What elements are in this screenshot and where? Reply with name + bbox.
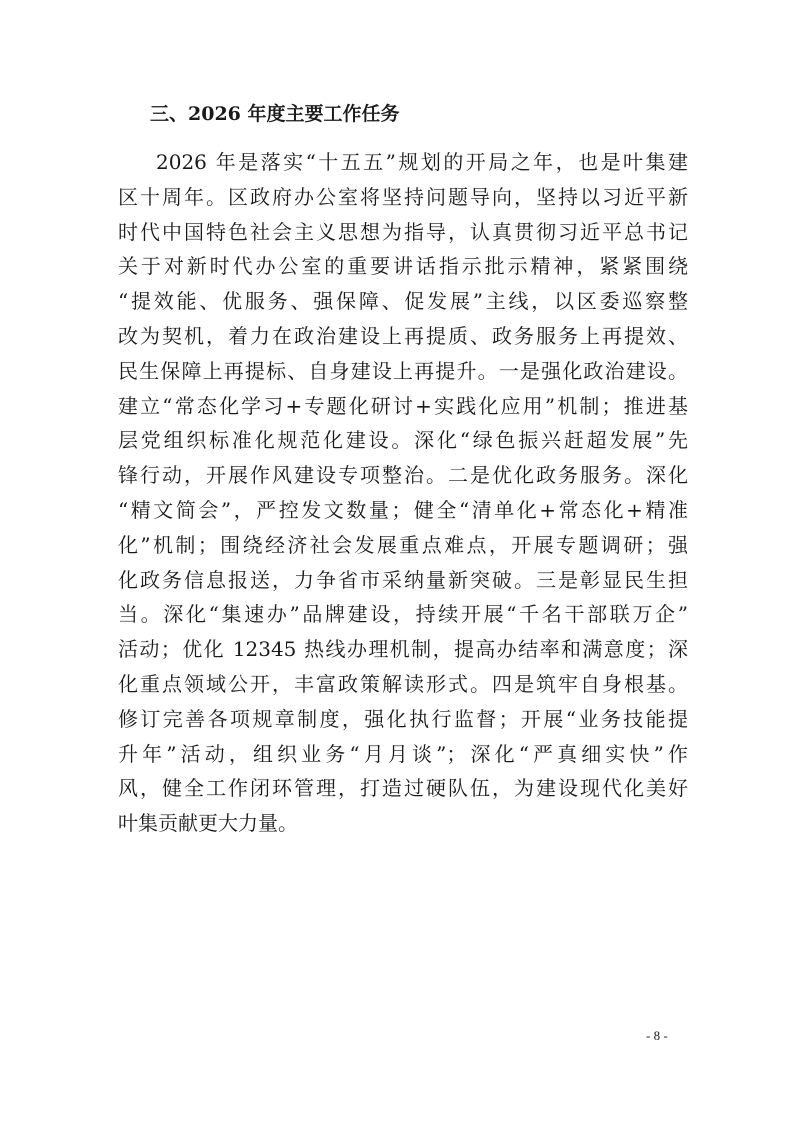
body-paragraph (118, 145, 688, 841)
paragraph-line: 化重点领域公开，丰富政策解读形式。四是筑牢自身根基。 (118, 671, 688, 696)
paragraph-line: 关于对新时代办公室的重要讲话指示批示精神，紧紧围绕 (118, 254, 688, 279)
paragraph-line: 层党组织标准化规范化建设。深化“绿色振兴赶超发展”先 (118, 428, 688, 453)
paragraph-line: 升年”活动，组织业务“月月谈”；深化“严真细实快”作 (118, 741, 688, 766)
section-heading: 三、2026 年度主要工作任务 (150, 103, 400, 125)
paragraph-line: 建立“常态化学习+专题化研讨+实践化应用”机制；推进基 (118, 393, 688, 418)
paragraph-line: 时代中国特色社会主义思想为指导，认真贯彻习近平总书记 (118, 219, 688, 244)
paragraph-line: 改为契机，着力在政治建设上再提质、政务服务上再提效、 (118, 323, 688, 348)
paragraph-line: “提效能、优服务、强保障、促发展”主线，以区委巡察整 (118, 289, 688, 314)
paragraph-line: 2026 年是落实“十五五”规划的开局之年，也是叶集建 (156, 150, 688, 174)
paragraph-line: 活动；优化 12345 热线办理机制，提高办结率和满意度；深 (118, 637, 688, 662)
paragraph-line: 风，健全工作闭环管理，打造过硬队伍，为建设现代化美好 (118, 776, 688, 801)
paragraph-line: 化政务信息报送，力争省市采纳量新突破。三是彰显民生担 (118, 567, 688, 592)
paragraph-line: 民生保障上再提标、自身建设上再提升。一是强化政治建设。 (118, 358, 688, 383)
paragraph-line: 化”机制；围绕经济社会发展重点难点，开展专题调研；强 (118, 532, 688, 557)
paragraph-line: 当。深化“集速办”品牌建设，持续开展“千名干部联万企” (118, 602, 688, 627)
paragraph-line: “精文简会”，严控发文数量；健全“清单化+常态化+精准 (118, 497, 688, 522)
paragraph-line: 叶集贡献更大力量。 (118, 811, 298, 836)
paragraph-line: 锋行动，开展作风建设专项整治。二是优化政务服务。深化 (118, 463, 688, 488)
paragraph-line: 修订完善各项规章制度，强化执行监督；开展“业务技能提 (118, 706, 688, 731)
page-number: - 8 - (646, 1028, 668, 1043)
paragraph-line: 区十周年。区政府办公室将坚持问题导向，坚持以习近平新 (118, 184, 688, 209)
